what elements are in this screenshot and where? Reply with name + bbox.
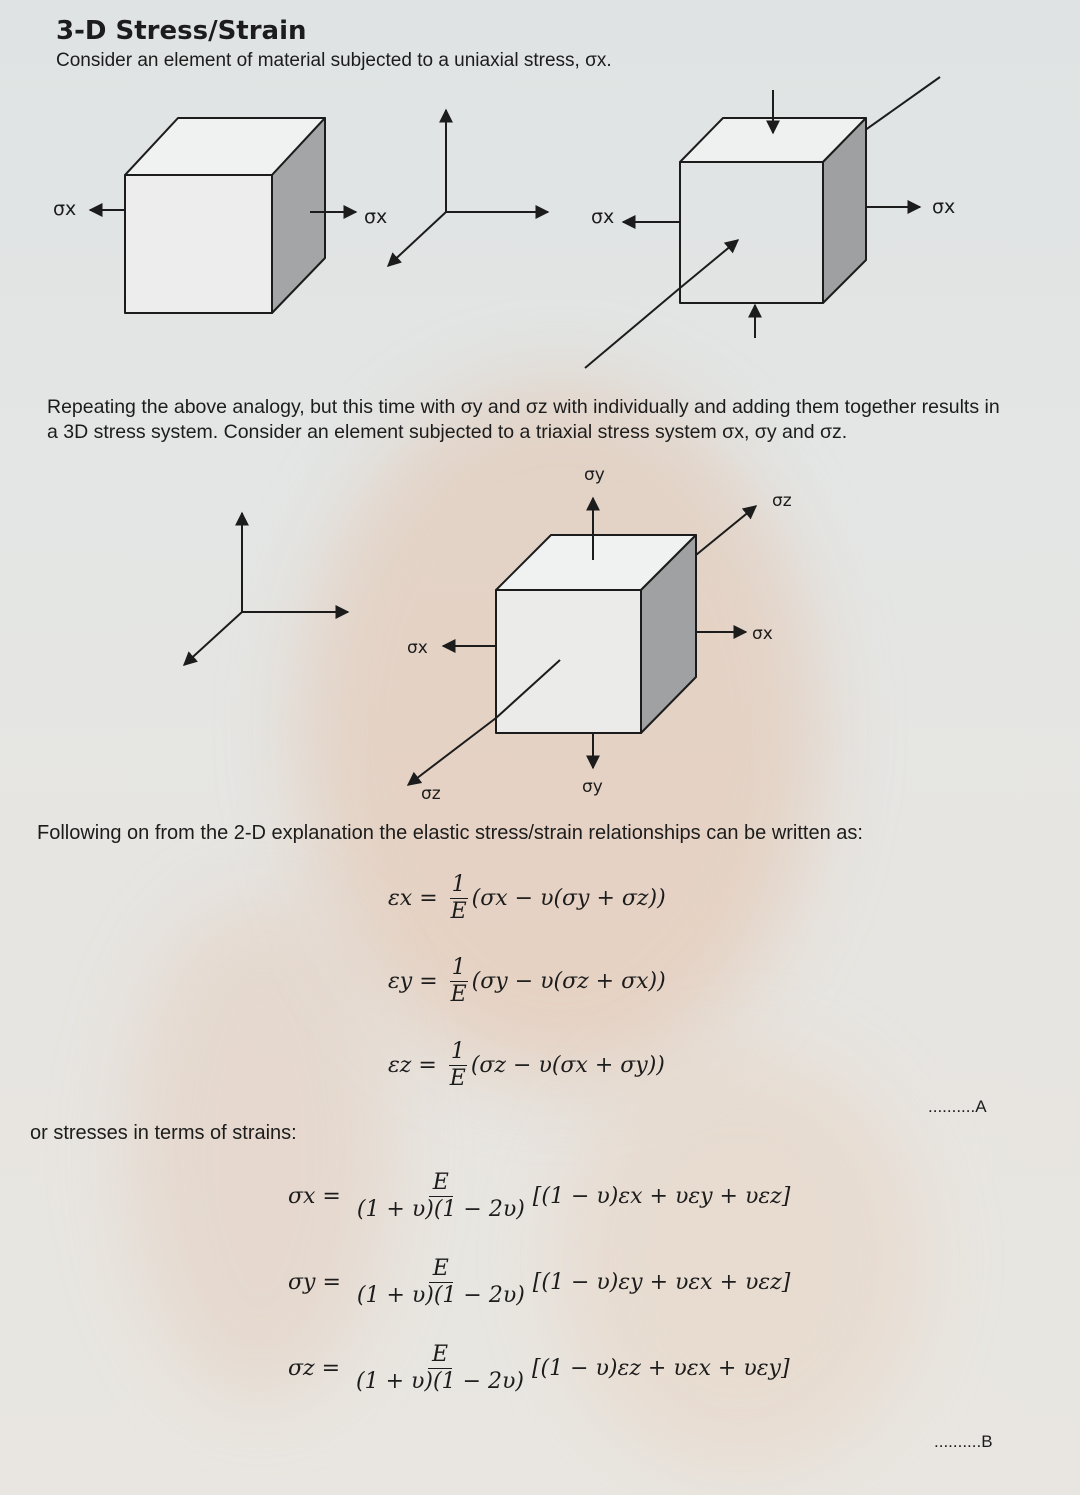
sigma-z-top-arrow bbox=[696, 506, 756, 555]
stress-equation-z: σz = $\frac{E}{(1 + \upsilon)(1 - 2\upsilon)}$ [(1 − υ)εz + υεx + υεy] bbox=[288, 1342, 790, 1394]
stress-equation-y: σy = $\frac{E}{(1 + \upsilon)(1 - 2\upsilon)}$ [(1 − υ)εy + υεx + υεz] bbox=[288, 1256, 791, 1308]
strain-equation-y: εy = $\frac{1}{E}$ (σy − υ(σz + σx)) bbox=[388, 955, 666, 1007]
strain-equation-z: εz = $\frac{1}{E}$ (σz − υ(σx + σy)) bbox=[388, 1039, 665, 1091]
paragraph: Repeating the above analogy, but this time with σy and σz with individually and adding them together results in a 3D stress system. Consider an element subjected to a triaxial stress system σx, σy and σz. bbox=[47, 396, 1000, 443]
following-text: Following on from the 2-D explanation the elastic stress/strain relationships can be written as: bbox=[37, 822, 863, 844]
label-sigma-x: σx bbox=[752, 624, 773, 644]
label-sigma-x: σx bbox=[53, 198, 77, 220]
label-sigma-x: σx bbox=[591, 206, 615, 228]
label-sigma-x: σx bbox=[932, 196, 956, 218]
equation-tag-a: ..........A bbox=[928, 1097, 987, 1116]
label-sigma-x: σx bbox=[407, 638, 428, 658]
label-sigma-x: σx bbox=[364, 206, 388, 228]
axes-2 bbox=[184, 513, 348, 665]
equation-tag-b: ..........B bbox=[934, 1432, 993, 1451]
sigma-z-bottom-arrow bbox=[408, 718, 496, 785]
label-sigma-y: σy bbox=[584, 465, 605, 485]
cube-triaxial bbox=[496, 535, 696, 733]
label-sigma-z: σz bbox=[772, 491, 792, 511]
stress-equation-x: σx = $\frac{E}{(1 + \upsilon)(1 - 2\upsilon)}$ [(1 − υ)εx + υεy + υεz] bbox=[288, 1170, 791, 1222]
label-sigma-z: σz bbox=[421, 784, 441, 804]
strain-equation-x: εx = $\frac{1}{E}$ (σx − υ(σy + σz)) bbox=[388, 872, 666, 924]
label-sigma-y: σy bbox=[582, 777, 603, 797]
page-title: 3-D Stress/Strain bbox=[56, 16, 307, 46]
intro-text: Consider an element of material subjected to a uniaxial stress, σx. bbox=[56, 50, 612, 71]
stresses-intro-text: or stresses in terms of strains: bbox=[30, 1122, 297, 1144]
